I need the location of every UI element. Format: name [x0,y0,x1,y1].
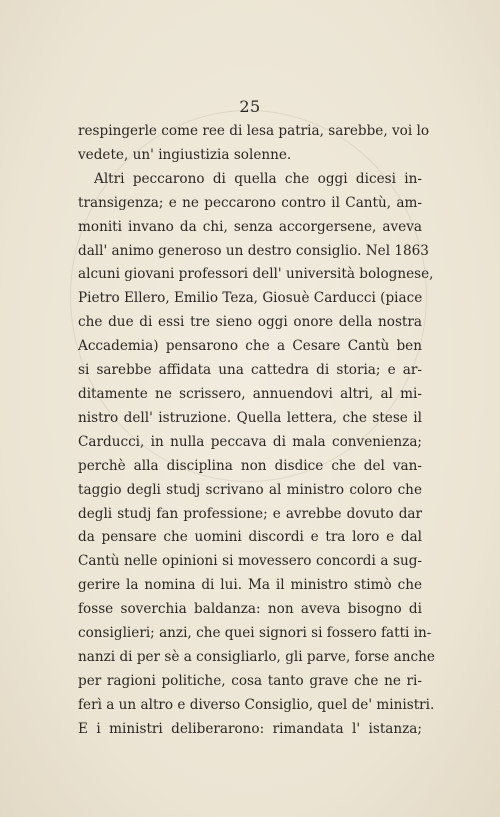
text-line: si sarebbe affidata una cattedra di storia; e ar- [78,362,422,379]
text-line: taggio degli studj scrivano al ministro coloro che [78,481,422,498]
page-number: 25 [239,97,261,116]
text-line: nanzi di per sè a consigliarlo, gli parve, forse anche [78,648,435,665]
text-line: ditamente ne scrissero, annuendovi altri, al mi- [78,385,422,402]
text-line: da pensare che uomini discordi e tra loro e dal [78,529,422,546]
text-line: degli studj fan professione; e avrebbe dovuto dar [78,505,422,522]
text-line: perchè alla disciplina non disdice che del van- [78,457,422,474]
text-line: moniti invano da chi, senza accorgersene, aveva [78,218,422,235]
text-line: nistro dell' istruzione. Quella lettera, che stese il [78,409,422,426]
text-line: fosse soverchia baldanza: non aveva bisogno di [78,601,422,618]
text-line: E i ministri deliberarono: rimandata l' istanza; [78,720,422,737]
text-line: dall' animo generoso un destro consiglio. Nel 1863 [78,242,429,259]
text-line: respingerle come ree di lesa patria, sarebbe, voi lo [78,123,430,139]
text-line: Altri peccarono di quella che oggi dicesi in- [94,170,422,187]
body-text [78,120,435,742]
text-line: consiglieri; anzi, che quei signori si fossero fatti in- [78,625,432,642]
text-line: alcuni giovani professori dell' università bolognese, [78,266,434,283]
text-line: che due di essi tre sieno oggi onore della nostra [78,314,422,331]
text-line: Accademia) pensarono che a Cesare Cantù ben [78,338,422,355]
text-line: vedete, un' ingiustizia solenne. [78,146,292,163]
text-line: per ragioni politiche, cosa tanto grave che ne ri- [78,672,422,689]
text-line: gerire la nomina di lui. Ma il ministro stimò che [78,577,422,594]
text-line: transigenza; e ne peccarono contro il Cantù, am- [78,194,422,211]
text-line: Cantù nelle opinioni si movessero concordi a sug- [78,553,422,570]
text-line: Pietro Ellero, Emilio Teza, Giosuè Carducci (piace [78,290,423,307]
text-line: Carducci, in nulla peccava di mala convenienza; [78,433,422,450]
text-line: ferì a un altro e diverso Consiglio, quel de' ministri. [78,696,435,713]
